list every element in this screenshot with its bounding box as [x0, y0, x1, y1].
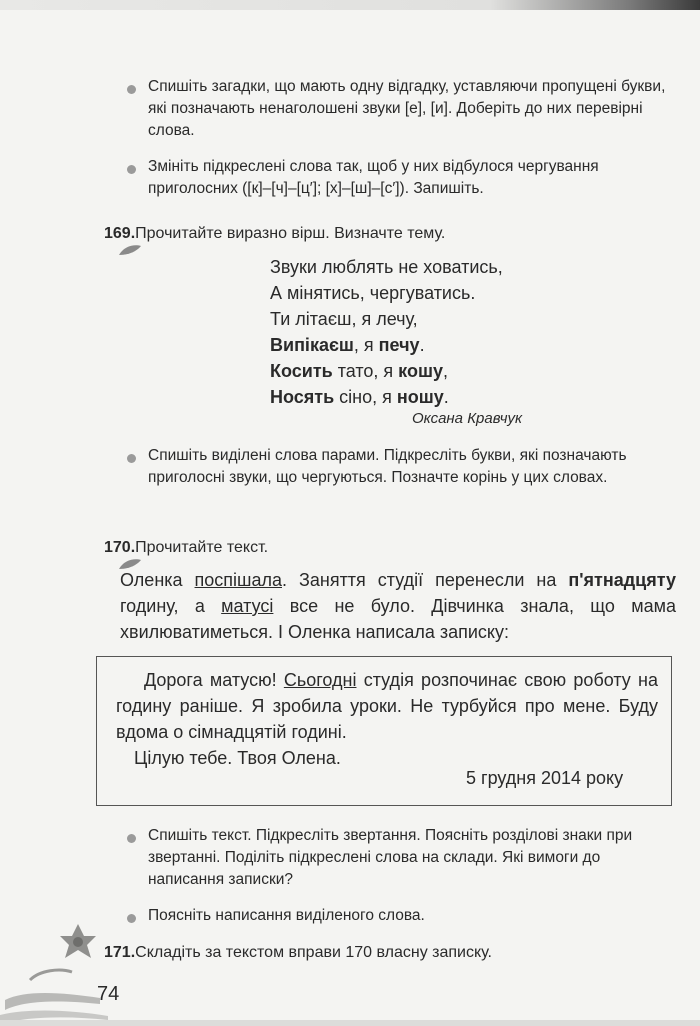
underlined-word: Сьогодні — [283, 670, 357, 690]
bold-word: Носять — [270, 387, 335, 407]
page-number: 74 — [97, 983, 120, 1005]
poem-text: . — [419, 335, 425, 355]
page-bottom-edge — [0, 1020, 700, 1026]
exercise-170-header — [104, 537, 268, 559]
bullet-rewrite-riddles: Спишіть загадки, що мають одну відгадку, уставляючи пропущені букви, які позначають ненаголошені звуки [е], [и]. Доберіть до них перевірні слова. — [148, 78, 666, 139]
exercise-number: 169. — [104, 225, 136, 242]
underlined-word: поспішала — [194, 570, 282, 590]
poem-line: Ти літаєш, я лечу, — [270, 309, 418, 329]
bold-word: кошу — [398, 361, 443, 381]
bullet-170-spelling: Поясніть написання виділеного слова. — [148, 907, 425, 924]
bold-word: Випікаєш — [270, 335, 354, 355]
bullet-dot — [127, 165, 136, 174]
page-top-edge — [0, 0, 700, 10]
bullet-change-underlined: Змініть підкреслені слова так, щоб у них відбулося чергування приголосних ([к]–[ч]–[ц′]; [х]–[ш]–[с′]). Запишіть. — [148, 158, 599, 197]
poem-text: сіно, я — [334, 387, 397, 407]
exercise-instruction: Прочитайте виразно вірш. Визначте тему. — [135, 225, 446, 242]
bold-word: п'ятнадцяту — [568, 570, 676, 590]
bold-word: Косить — [270, 361, 333, 381]
text-run: . Заняття студії перенесли на — [282, 570, 569, 590]
note-date: 5 грудня 2014 року — [466, 768, 624, 788]
corner-flower-decoration — [0, 920, 110, 1026]
exercise-171-header — [104, 942, 492, 964]
poem-text: , — [442, 361, 448, 381]
exercise-instruction: Складіть за текстом вправи 170 власну записку. — [135, 944, 492, 961]
exercise-169-header — [104, 223, 445, 245]
bullet-dot — [127, 914, 136, 923]
poem-line — [270, 358, 503, 384]
bullet-169-task: Спишіть виділені слова парами. Підкресліть букви, які позначають приголосні звуки, що чергуються. Позначте корінь у цих словах. — [148, 447, 627, 486]
underlined-word: матусі — [221, 596, 274, 616]
poem-author: Оксана Кравчук — [412, 410, 523, 427]
text-run: студія розпочинає свою роботу на годину раніше. Я зробила уроки. Не турбуйся про мене. Буду вдома о сімнадцятій годині. — [116, 670, 659, 742]
text-run: годину, а — [120, 596, 222, 616]
text-run: Оленка — [120, 570, 195, 590]
poem-line: Звуки люблять не ховатись, — [270, 257, 503, 277]
exercise-instruction: Прочитайте текст. — [135, 539, 269, 556]
poem-line — [270, 332, 503, 358]
poem-text: тато, я — [332, 361, 399, 381]
poem-text: , я — [353, 335, 379, 355]
bullet-dot — [127, 454, 136, 463]
poem — [270, 254, 503, 410]
poem-text: . — [443, 387, 449, 407]
note-signoff: Цілую тебе. Твоя Олена. — [134, 748, 341, 768]
bullet-170-task: Спишіть текст. Підкресліть звертання. Поясніть розділові знаки при звертанні. Поділіть підкреслені слова на склади. Які вимоги до написання записки? — [148, 827, 633, 888]
bullet-dot — [127, 85, 136, 94]
text-run: Дорога матусю! — [144, 670, 284, 690]
text-run: все не було. Дівчинка знала, що мама хвилюватиметься. І Оленка написала записку: — [120, 596, 676, 642]
bold-word: ношу — [396, 387, 444, 407]
poem-line: А мінятись, чергуватись. — [270, 283, 476, 303]
bold-word: печу — [378, 335, 420, 355]
note-body — [116, 667, 658, 745]
exercise-number: 170. — [104, 539, 136, 556]
bullet-dot — [127, 834, 136, 843]
exercise-170-text — [120, 567, 676, 645]
exercise-number: 171. — [104, 944, 136, 961]
poem-line — [270, 384, 503, 410]
leaf-icon — [118, 244, 142, 256]
